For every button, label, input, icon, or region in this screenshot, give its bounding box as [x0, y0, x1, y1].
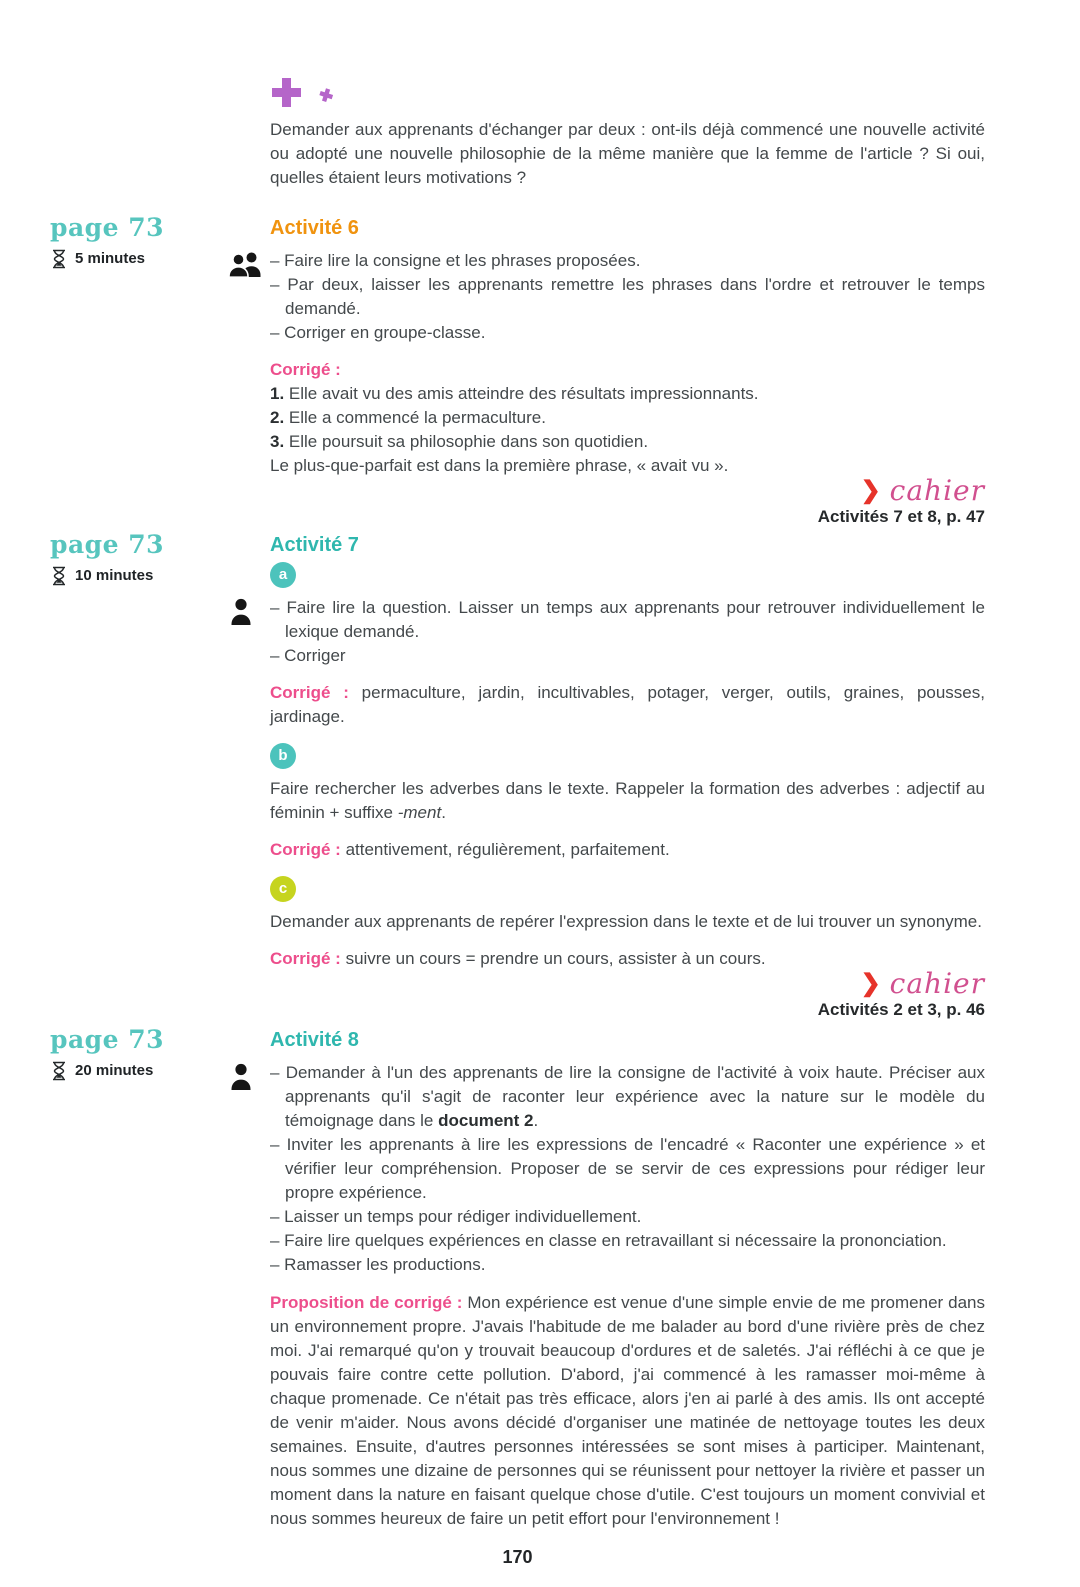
model-answer-text: Mon expérience est venue d'une simple envie de me promener dans un environnement propre. J'avais l'habitude de me balader au bord d'une rivière près de chez moi. J'ai remarqué qu'on y trouvait beaucoup d'ordures et de saletés. J'ai réfléchi à ce que je pouvais faire contre cette pollution. D'abord, j'ai commencé à les ramasser moi-même à chaque promenade. Ce n'était pas très efficace, alors j'en ai parlé à des amis. Ils ont accepté de venir m'aider. Nous avons décidé d'organiser une matinée de nettoyage toutes les deux semaines. Ensuite, d'autres personnes intéressées se sont mises à participer. Maintenant, nous sommes une dizaine de personnes qui se réunissent pour nettoyer la rivière et passer un moment dans la nature en faisant quelque chose d'utile. C'est toujours un moment convivial et nous sommes heureux de faire un petit effort pour l'environnement ! [270, 1293, 986, 1528]
bullet: – Corriger en groupe-classe. [270, 323, 486, 342]
bullet-text: . [533, 1111, 539, 1130]
answer-text: suivre un cours = prendre un cours, assister à un cours. [340, 949, 766, 968]
instruction-text: . [441, 803, 446, 822]
bullet: – Faire lire la question. Laisser un temps aux apprenants pour retrouver individuellement le lexique demandé. [270, 598, 985, 641]
activity-6-answer-key [270, 358, 985, 478]
suffix-italic: -ment [397, 803, 442, 822]
corrige-label: Corrigé : [270, 683, 349, 702]
activity-8-model-answer [270, 1291, 985, 1531]
corrige-label: Corrigé : [270, 360, 341, 379]
activity-7-section [50, 530, 985, 1022]
cahier-label: cahier [889, 474, 985, 507]
chevron-right-icon: ❯ [860, 477, 881, 504]
document-ref-bold: document 2 [438, 1111, 534, 1130]
duration-label: 10 minutes [75, 567, 154, 584]
big-plus-icon [272, 78, 301, 107]
activity-7c-instruction: Demander aux apprenants de repérer l'expression dans le texte et de lui trouver un synonyme. [270, 912, 982, 931]
grammar-note: Le plus-que-parfait est dans la première phrase, « avait vu ». [270, 456, 729, 475]
bullet: – Ramasser les productions. [270, 1255, 486, 1274]
answer-text: attentivement, régulièrement, parfaitement. [340, 840, 670, 859]
answer-line [270, 430, 985, 454]
activity-6-section [50, 213, 985, 529]
plus-icon [270, 76, 985, 110]
sub-activity-badge-b: b [270, 743, 296, 769]
answer-number: 2. [270, 408, 285, 427]
corrige-label: Corrigé : [270, 840, 341, 859]
duration-label: 20 minutes [75, 1062, 154, 1079]
sub-activity-badge-c: c [270, 876, 296, 902]
bullet: – Corriger [270, 646, 346, 665]
bullet-text: – Demander à l'un des apprenants de lire la consigne de l'activité à voix haute. Préciser aux apprenants qu'il s'agit de raconter leur expérience avec la nature sur le modèle du témoignage dans le [270, 1063, 985, 1130]
activity-7b-answer [270, 838, 985, 862]
duration-label: 5 minutes [75, 250, 146, 267]
page-label: page 73 [50, 530, 165, 559]
answer-text: permaculture, jardin, incultivables, potager, verger, outils, graines, pousses, jardinage. [270, 683, 985, 726]
page-number: 170 [502, 1547, 533, 1567]
answer-line [270, 382, 985, 406]
hourglass-icon [50, 248, 68, 270]
cahier-activities-ref: Activités 2 et 3, p. 46 [817, 1000, 985, 1019]
answer-text: Elle a commencé la permaculture. [284, 408, 546, 427]
intro-paragraph: Demander aux apprenants d'échanger par deux : ont-ils déjà commencé une nouvelle activité ou adopté une nouvelle philosophie de la même manière que la femme de l'article ? Si oui, quelles étaient leurs motivations ? [270, 120, 985, 187]
bullet: – Faire lire la consigne et les phrases proposées. [270, 251, 641, 270]
sub-activity-badge-a: a [270, 562, 296, 588]
hourglass-icon [50, 565, 68, 587]
corrige-label: Corrigé : [270, 949, 341, 968]
hourglass-icon [50, 1060, 68, 1082]
cahier-activities-ref: Activités 7 et 8, p. 47 [817, 507, 985, 526]
activity-7a-answer [270, 681, 985, 729]
proposition-corrige-label: Proposition de corrigé : [270, 1293, 468, 1312]
activity-7b-instruction [270, 777, 985, 825]
answer-number: 1. [270, 384, 285, 403]
page-footer [0, 1531, 1080, 1587]
instruction-text: Faire rechercher les adverbes dans le texte. Rappeler la formation des adverbes : adjectif au féminin + suffixe [270, 779, 985, 822]
activity-8-title: Activité 8 [270, 1029, 359, 1051]
page-label: page 73 [50, 213, 165, 242]
answer-number: 3. [270, 432, 285, 451]
sparkle-plus-icon [318, 87, 334, 103]
answer-line [270, 406, 985, 430]
person-icon [228, 598, 254, 633]
cahier-reference [270, 967, 985, 1022]
two-people-icon [228, 251, 264, 284]
activity-8-steps [270, 1061, 985, 1277]
bullet: – Inviter les apprenants à lire les expressions de l'encadré « Raconter une expérience » et vérifier leur compréhension. Proposer de se servir de ces expressions pour rédiger leur propre expérience. [270, 1135, 985, 1202]
cahier-label: cahier [889, 967, 985, 1000]
activity-6-title: Activité 6 [270, 217, 359, 239]
cahier-reference [270, 474, 985, 529]
chevron-right-icon: ❯ [860, 970, 881, 997]
activity-7c-answer [270, 947, 985, 971]
answer-text: Elle avait vu des amis atteindre des résultats impressionnants. [284, 384, 759, 403]
intro-section [50, 76, 985, 190]
activity-8-section [50, 1025, 986, 1531]
bullet: – Faire lire quelques expériences en classe en retravaillant si nécessaire la prononciation. [270, 1231, 947, 1250]
bullet [270, 1061, 985, 1133]
activity-7-title: Activité 7 [270, 534, 359, 556]
activity-7a-steps [270, 596, 985, 668]
activity-6-steps [270, 249, 985, 345]
person-icon [228, 1063, 254, 1098]
answer-text: Elle poursuit sa philosophie dans son quotidien. [284, 432, 649, 451]
duration-row [50, 564, 270, 588]
page-label: page 73 [50, 1025, 165, 1054]
bullet: – Par deux, laisser les apprenants remettre les phrases dans l'ordre et retrouver le temps demandé. [270, 275, 985, 318]
bullet: – Laisser un temps pour rédiger individuellement. [270, 1207, 642, 1226]
